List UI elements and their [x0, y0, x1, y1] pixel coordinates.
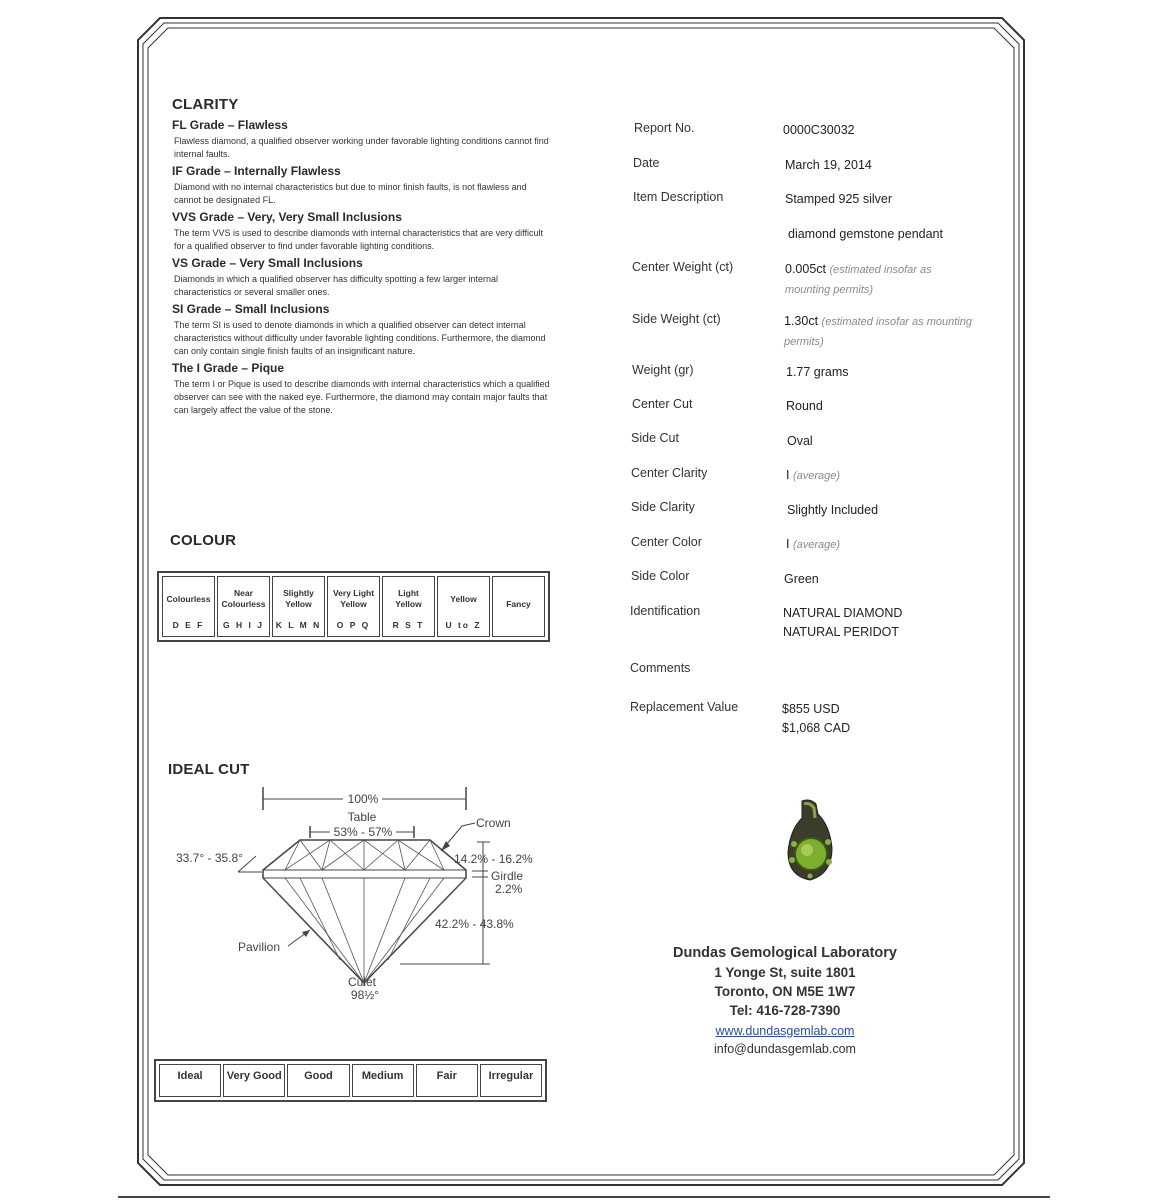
center-color-note: (average)	[792, 539, 841, 551]
culet-value: 98½°	[350, 988, 380, 1002]
center-clarity-value	[786, 466, 976, 486]
colour-cell-grades: K L M N	[275, 619, 322, 630]
date-value: March 19, 2014	[785, 158, 872, 172]
grade-title: VS Grade – Very Small Inclusions	[172, 256, 363, 270]
center-weight-amount: 0.005ct	[785, 262, 827, 276]
crown-angle-label: 33.7° - 35.8°	[176, 851, 243, 865]
lab-address-line1: 1 Yonge St, suite 1801	[714, 965, 856, 980]
replacement-value-label: Replacement Value	[630, 700, 739, 714]
side-weight-note: (estimated insofar as mounting permits)	[784, 316, 972, 348]
grade-description: Diamonds in which a qualified observer has difficulty spotting a few larger internal characteristics or several smaller ones.	[174, 274, 499, 297]
colour-cell-grades: U to Z	[445, 619, 482, 630]
item-description-value-line2: diamond gemstone pendant	[788, 227, 943, 241]
lab-name: Dundas Gemological Laboratory	[673, 945, 897, 961]
side-weight-amount: 1.30ct	[784, 314, 819, 328]
colour-cell-label: Near Colourless	[221, 588, 266, 609]
colour-cell	[437, 576, 490, 637]
pavilion-label: Pavilion	[238, 940, 281, 954]
replacement-value-cad: $1,068 CAD	[782, 721, 851, 735]
colour-cell	[492, 576, 545, 637]
item-description-label: Item Description	[633, 190, 724, 204]
center-weight-note: (estimated insofar as mounting permits)	[785, 264, 932, 296]
side-weight-value	[784, 312, 974, 352]
girdle-label: Girdle	[491, 869, 524, 883]
lab-address-line2: Toronto, ON M5E 1W7	[714, 984, 856, 999]
grade-title: VVS Grade – Very, Very Small Inclusions	[172, 210, 402, 224]
clarity-grade-si	[172, 302, 552, 358]
colour-cell-label: Fancy	[506, 599, 531, 609]
weight-value: 1.77 grams	[786, 365, 849, 379]
side-cut-value: Oval	[787, 434, 813, 448]
identification-label: Identification	[630, 604, 701, 618]
side-color-label: Side Color	[631, 569, 690, 583]
center-weight-value	[785, 260, 975, 300]
grade-title: SI Grade – Small Inclusions	[172, 302, 330, 316]
clarity-grade-vvs	[172, 210, 552, 253]
comments-label: Comments	[630, 661, 691, 675]
cut-grade-cell: Fair	[416, 1064, 478, 1097]
ideal-cut-heading: IDEAL CUT	[168, 761, 250, 778]
report-number-label: Report No.	[634, 121, 695, 135]
colour-cell-grades: O P Q	[336, 619, 371, 630]
lab-phone: Tel: 416-728-7390	[729, 1003, 841, 1018]
crown-height-label: 14.2% - 16.2%	[454, 852, 533, 866]
center-clarity-note: (average)	[792, 470, 841, 482]
replacement-value-usd: $855 USD	[782, 702, 840, 716]
colour-cell-label: Light Yellow	[395, 588, 422, 609]
clarity-grade-fl	[172, 118, 552, 161]
diamond-cut-diagram	[160, 780, 560, 1010]
side-clarity-value: Slightly Included	[787, 503, 879, 517]
grade-title: FL Grade – Flawless	[172, 118, 288, 132]
lab-email[interactable]: info@dundasgemlab.com	[714, 1042, 856, 1056]
clarity-grade-vs	[172, 256, 552, 299]
cut-grade-cell: Medium	[352, 1064, 414, 1097]
colour-cell-grades: D E F	[172, 619, 205, 630]
center-clarity-grade: I	[786, 468, 790, 482]
side-clarity-label: Side Clarity	[631, 500, 695, 514]
identification-value: NATURAL DIAMOND	[783, 606, 903, 620]
lab-website-link[interactable]: www.dundasgemlab.com	[715, 1024, 855, 1038]
colour-scale-table	[157, 571, 550, 642]
item-description-value: Stamped 925 silver	[785, 192, 893, 206]
lab-contact	[640, 945, 930, 1056]
grade-description: Diamond with no internal characteristics but due to minor finish faults, is not flawless and cannot be designated FL.	[174, 182, 527, 205]
grade-description: The term I or Pique is used to describe diamonds with internal characteristics which a qualified observer can see with the naked eye. Furthermore, the diamond may contain major faults that can largely affect the value of the stone.	[174, 379, 550, 415]
colour-cell	[217, 576, 270, 637]
colour-cell-label: Yellow	[450, 593, 477, 604]
colour-cell	[272, 576, 325, 637]
grade-description: Flawless diamond, a qualified observer working under favorable lighting conditions cannot find internal faults.	[174, 136, 549, 159]
culet-label: Culet	[347, 975, 377, 989]
clarity-grade-if	[172, 164, 552, 207]
center-cut-label: Center Cut	[632, 397, 693, 411]
colour-cell	[382, 576, 435, 637]
center-clarity-label: Center Clarity	[631, 466, 708, 480]
cut-grade-cell: Very Good	[223, 1064, 285, 1097]
crown-label: Crown	[476, 816, 511, 830]
colour-cell-label: Colourless	[166, 593, 211, 604]
center-weight-label: Center Weight (ct)	[632, 260, 734, 274]
table-range-label: 53% - 57%	[333, 825, 393, 839]
table-label: Table	[347, 810, 377, 824]
pendant-image	[780, 796, 840, 886]
date-label: Date	[633, 156, 660, 170]
identification-value-line2: NATURAL PERIDOT	[783, 625, 899, 639]
grade-title: IF Grade – Internally Flawless	[172, 164, 341, 178]
grade-title: The I Grade – Pique	[172, 361, 285, 375]
center-color-grade: I	[786, 537, 790, 551]
weight-label: Weight (gr)	[632, 363, 694, 377]
clarity-section	[172, 96, 552, 417]
side-color-value: Green	[784, 572, 819, 586]
cut-grade-table	[154, 1059, 547, 1102]
clarity-grade-i	[172, 361, 552, 417]
width-label: 100%	[347, 792, 379, 806]
colour-cell-label: Slightly Yellow	[283, 588, 314, 609]
center-cut-value: Round	[786, 399, 823, 413]
grade-description: The term VVS is used to describe diamonds with internal characteristics that are very difficult for a qualified observer to find under favorable lighting conditions.	[174, 228, 543, 251]
colour-heading: COLOUR	[170, 532, 237, 549]
cut-grade-cell: Ideal	[159, 1064, 221, 1097]
cut-grade-cell: Irregular	[480, 1064, 542, 1097]
center-color-label: Center Color	[631, 535, 702, 549]
report-number-value: 0000C30032	[783, 123, 855, 137]
side-cut-label: Side Cut	[631, 431, 679, 445]
side-weight-label: Side Weight (ct)	[632, 312, 721, 326]
cut-grade-cell: Good	[287, 1064, 349, 1097]
pavilion-depth-label: 42.2% - 43.8%	[435, 917, 514, 931]
colour-cell-grades: G H I J	[223, 619, 264, 630]
colour-cell	[327, 576, 380, 637]
center-color-value	[786, 535, 976, 555]
colour-cell-grades: R S T	[392, 619, 425, 630]
colour-cell	[162, 576, 215, 637]
colour-cell-label: Very Light Yellow	[332, 588, 375, 609]
clarity-heading: CLARITY	[172, 96, 239, 113]
grade-description: The term SI is used to denote diamonds in which a qualified observer can detect internal characteristics without difficulty under favorable lighting conditions. Furthermore, the diamond can only contain single finish faults of an insignificant nature.	[174, 320, 546, 356]
girdle-value: 2.2%	[495, 882, 523, 896]
